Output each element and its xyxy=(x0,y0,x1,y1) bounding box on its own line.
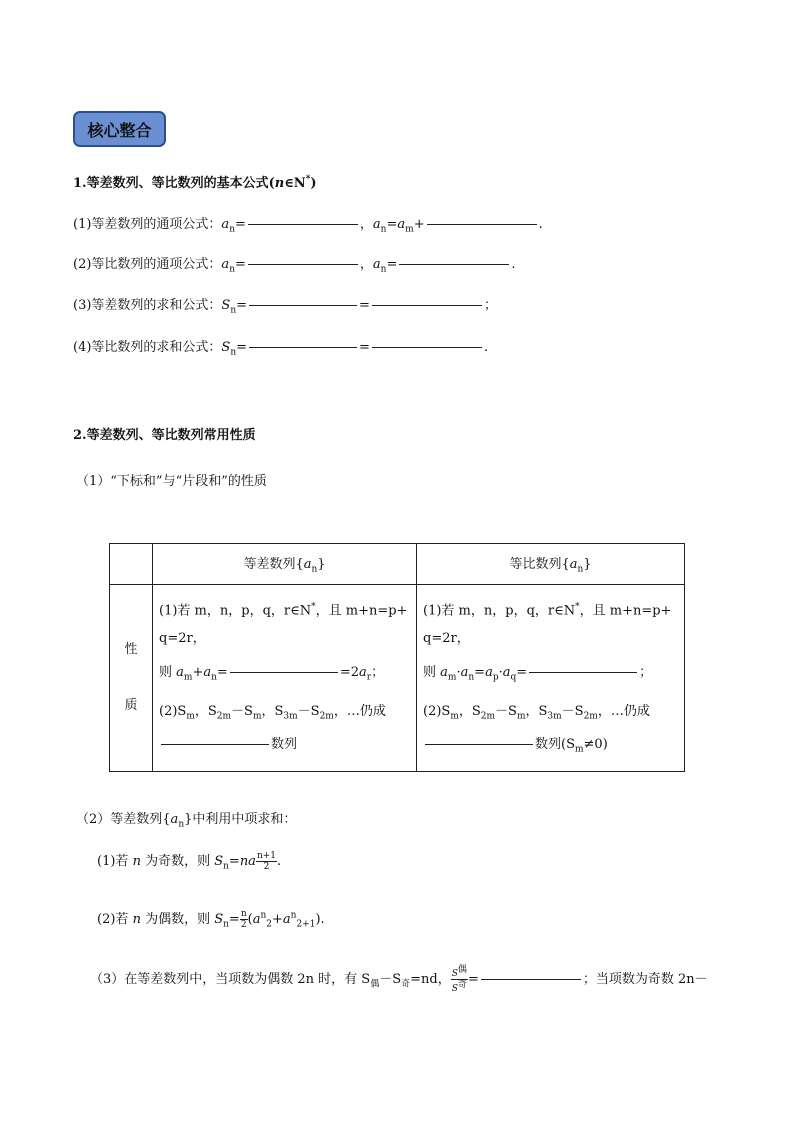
formula-row-4: (4)等比数列的求和公式：$S_n=$ = . xyxy=(73,340,489,358)
arith-line-3: 则 $a_m+a_n= =2a_r$； xyxy=(159,665,385,683)
arith-line-5: 数列 xyxy=(159,731,410,759)
answer-blank[interactable] xyxy=(161,744,269,745)
answer-blank[interactable] xyxy=(372,305,482,306)
subsection-2-title: （2）等差数列$\{a_n\}$中利用中项求和： xyxy=(76,812,297,830)
answer-blank[interactable] xyxy=(248,264,358,265)
properties-table xyxy=(109,543,685,772)
formula-row-3: (3)等差数列的求和公式：$S_n=$ = ； xyxy=(73,298,497,316)
answer-blank[interactable] xyxy=(427,224,537,225)
geometric-properties-cell xyxy=(417,585,685,772)
subsection-3-text: （3）在等差数列中，当项数为偶数 2n 时，有 $S_偶-S_奇=nd$， $\frac{S^偶}{S^奇}$ = ；当项数为奇数 2n－ xyxy=(90,965,708,994)
formula-row-2: (2)等比数列的通项公式：$a_n=$ ，$a_n=$ . xyxy=(73,257,516,275)
even-case-formula: (2)若 n 为偶数，则 $S_n=$ $\frac{n}{2}$ $(a^n_2+a^n_{2+1})$. xyxy=(97,909,325,930)
subsection-1-title: （1）“下标和”与“片段和”的性质 xyxy=(76,474,267,489)
answer-blank[interactable] xyxy=(481,979,581,980)
geo-line-5: 数列$(S_m\ne 0)$ xyxy=(423,731,678,764)
answer-blank[interactable] xyxy=(249,347,357,348)
arith-line-2: q=2r， xyxy=(159,631,206,647)
corner-cell xyxy=(110,544,153,585)
fraction: $\frac{n}{2}$ xyxy=(240,909,247,930)
section1-title: 1.等差数列、等比数列的基本公式(n∈N*) xyxy=(73,174,317,191)
answer-blank[interactable] xyxy=(529,672,637,673)
answer-blank[interactable] xyxy=(248,224,358,225)
answer-blank[interactable] xyxy=(249,305,357,306)
formula-row-1: (1)等差数列的通项公式：$a_n=$ ，$a_n=a_m+$ . xyxy=(73,217,543,235)
answer-blank[interactable] xyxy=(230,672,338,673)
answer-blank[interactable] xyxy=(399,264,509,265)
fraction: $\frac{n+1}{2}$ xyxy=(256,851,277,872)
header-geometric: 等比数列$\{a_n\}$ xyxy=(417,544,685,585)
geo-line-2: q=2r， xyxy=(423,631,470,647)
odd-case-formula: (1)若 n 为奇数，则 $S_n=na$ $\frac{n+1}{2}$ . xyxy=(97,851,282,872)
section-badge: 核心整合 xyxy=(73,111,166,147)
answer-blank[interactable] xyxy=(425,744,533,745)
answer-blank[interactable] xyxy=(372,347,482,348)
geo-line-1: (1)若 m，n，p，q，r∈N*，且 m+n=p+ xyxy=(423,602,672,619)
header-arithmetic: 等差数列$\{a_n\}$ xyxy=(153,544,417,585)
row-label-properties: 性 质 xyxy=(110,585,153,772)
arithmetic-properties-cell xyxy=(153,585,417,772)
arith-line-4: $(2)S_m$，$S_{2m}-S_m$，$S_{3m}-S_{2m}$，…仍成 xyxy=(159,703,386,722)
fraction: $\frac{S^偶}{S^奇}$ xyxy=(451,965,467,994)
arith-line-1: (1)若 m，n，p，q，r∈N*，且 m+n=p+ xyxy=(159,602,408,619)
geo-line-3: 则 $a_m\cdot a_n=a_p\cdot a_q=$ ； xyxy=(423,665,653,683)
geo-line-4: $(2)S_m$，$S_{2m}-S_m$，$S_{3m}-S_{2m}$，…仍成 xyxy=(423,703,650,722)
section2-title: 2.等差数列、等比数列常用性质 xyxy=(73,428,256,443)
